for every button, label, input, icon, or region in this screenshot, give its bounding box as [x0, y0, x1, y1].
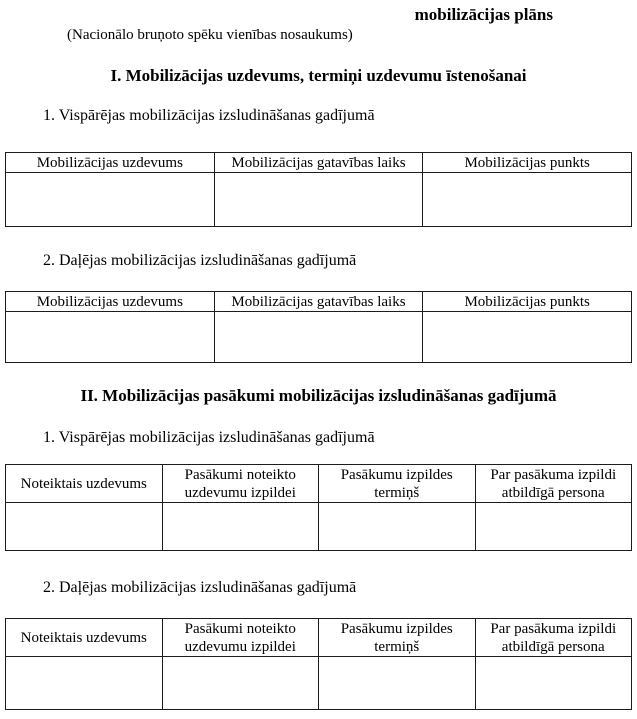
general-mobilization-measures-table: [5, 464, 632, 551]
section-2-subheading-partial: 2. Daļējas mobilizācijas izsludināšanas gadījumā: [43, 579, 357, 596]
empty-cell: [475, 657, 632, 710]
empty-cell: [6, 503, 163, 551]
section-1-subheading-general: 1. Vispārējas mobilizācijas izsludināšanas gadījumā: [43, 107, 375, 124]
empty-cell: [6, 312, 215, 363]
table-header: [6, 292, 632, 312]
empty-cell: [319, 503, 476, 551]
column-header-measures: Pasākumi noteikto uzdevumu izpildei: [162, 619, 319, 657]
column-header-defined-task: Noteiktais uzdevums: [6, 619, 163, 657]
empty-cell: [214, 312, 423, 363]
table-row: [6, 312, 632, 363]
empty-cell: [6, 657, 163, 710]
empty-cell: [214, 173, 423, 227]
column-header-deadline: Pasākumu izpildes termiņš: [319, 465, 476, 503]
column-header-task: Mobilizācijas uzdevums: [6, 292, 215, 312]
table-body: [6, 657, 632, 710]
empty-cell: [162, 657, 319, 710]
column-header-deadline: Pasākumu izpildes termiņš: [319, 619, 476, 657]
table-body: [6, 503, 632, 551]
partial-mobilization-task-table: [5, 291, 632, 363]
column-header-responsible-person: Par pasākuma izpildi atbildīgā persona: [475, 619, 632, 657]
column-header-point: Mobilizācijas punkts: [423, 292, 632, 312]
column-header-readiness-time: Mobilizācijas gatavības laiks: [214, 153, 423, 173]
empty-cell: [475, 503, 632, 551]
column-header-responsible-person: Par pasākuma izpildi atbildīgā persona: [475, 465, 632, 503]
table-body: [6, 312, 632, 363]
unit-name-caption: (Nacionālo bruņoto spēku vienības nosaukums): [67, 27, 353, 43]
column-header-point: Mobilizācijas punkts: [423, 153, 632, 173]
table-header-row: [6, 292, 632, 312]
empty-cell: [6, 173, 215, 227]
section-2-subheading-general: 1. Vispārējas mobilizācijas izsludināšanas gadījumā: [43, 429, 375, 446]
table-header-row: [6, 153, 632, 173]
table-header-row: [6, 465, 632, 503]
section-1-subheading-partial: 2. Daļējas mobilizācijas izsludināšanas gadījumā: [43, 252, 357, 269]
partial-mobilization-measures-table: [5, 618, 632, 710]
document-title: mobilizācijas plāns: [414, 5, 553, 24]
table-header: [6, 619, 632, 657]
empty-cell: [423, 173, 632, 227]
column-header-task: Mobilizācijas uzdevums: [6, 153, 215, 173]
table-row: [6, 657, 632, 710]
general-mobilization-task-table: [5, 152, 632, 227]
column-header-defined-task: Noteiktais uzdevums: [6, 465, 163, 503]
section-1-heading: I. Mobilizācijas uzdevums, termiņi uzdevumu īstenošanai: [110, 66, 527, 85]
section-2-heading: II. Mobilizācijas pasākumi mobilizācijas izsludināšanas gadījumā: [80, 386, 557, 405]
column-header-measures: Pasākumi noteikto uzdevumu izpildei: [162, 465, 319, 503]
empty-cell: [319, 657, 476, 710]
column-header-readiness-time: Mobilizācijas gatavības laiks: [214, 292, 423, 312]
table-row: [6, 173, 632, 227]
table-header: [6, 153, 632, 173]
table-body: [6, 173, 632, 227]
empty-cell: [423, 312, 632, 363]
table-row: [6, 503, 632, 551]
table-header-row: [6, 619, 632, 657]
table-header: [6, 465, 632, 503]
empty-cell: [162, 503, 319, 551]
